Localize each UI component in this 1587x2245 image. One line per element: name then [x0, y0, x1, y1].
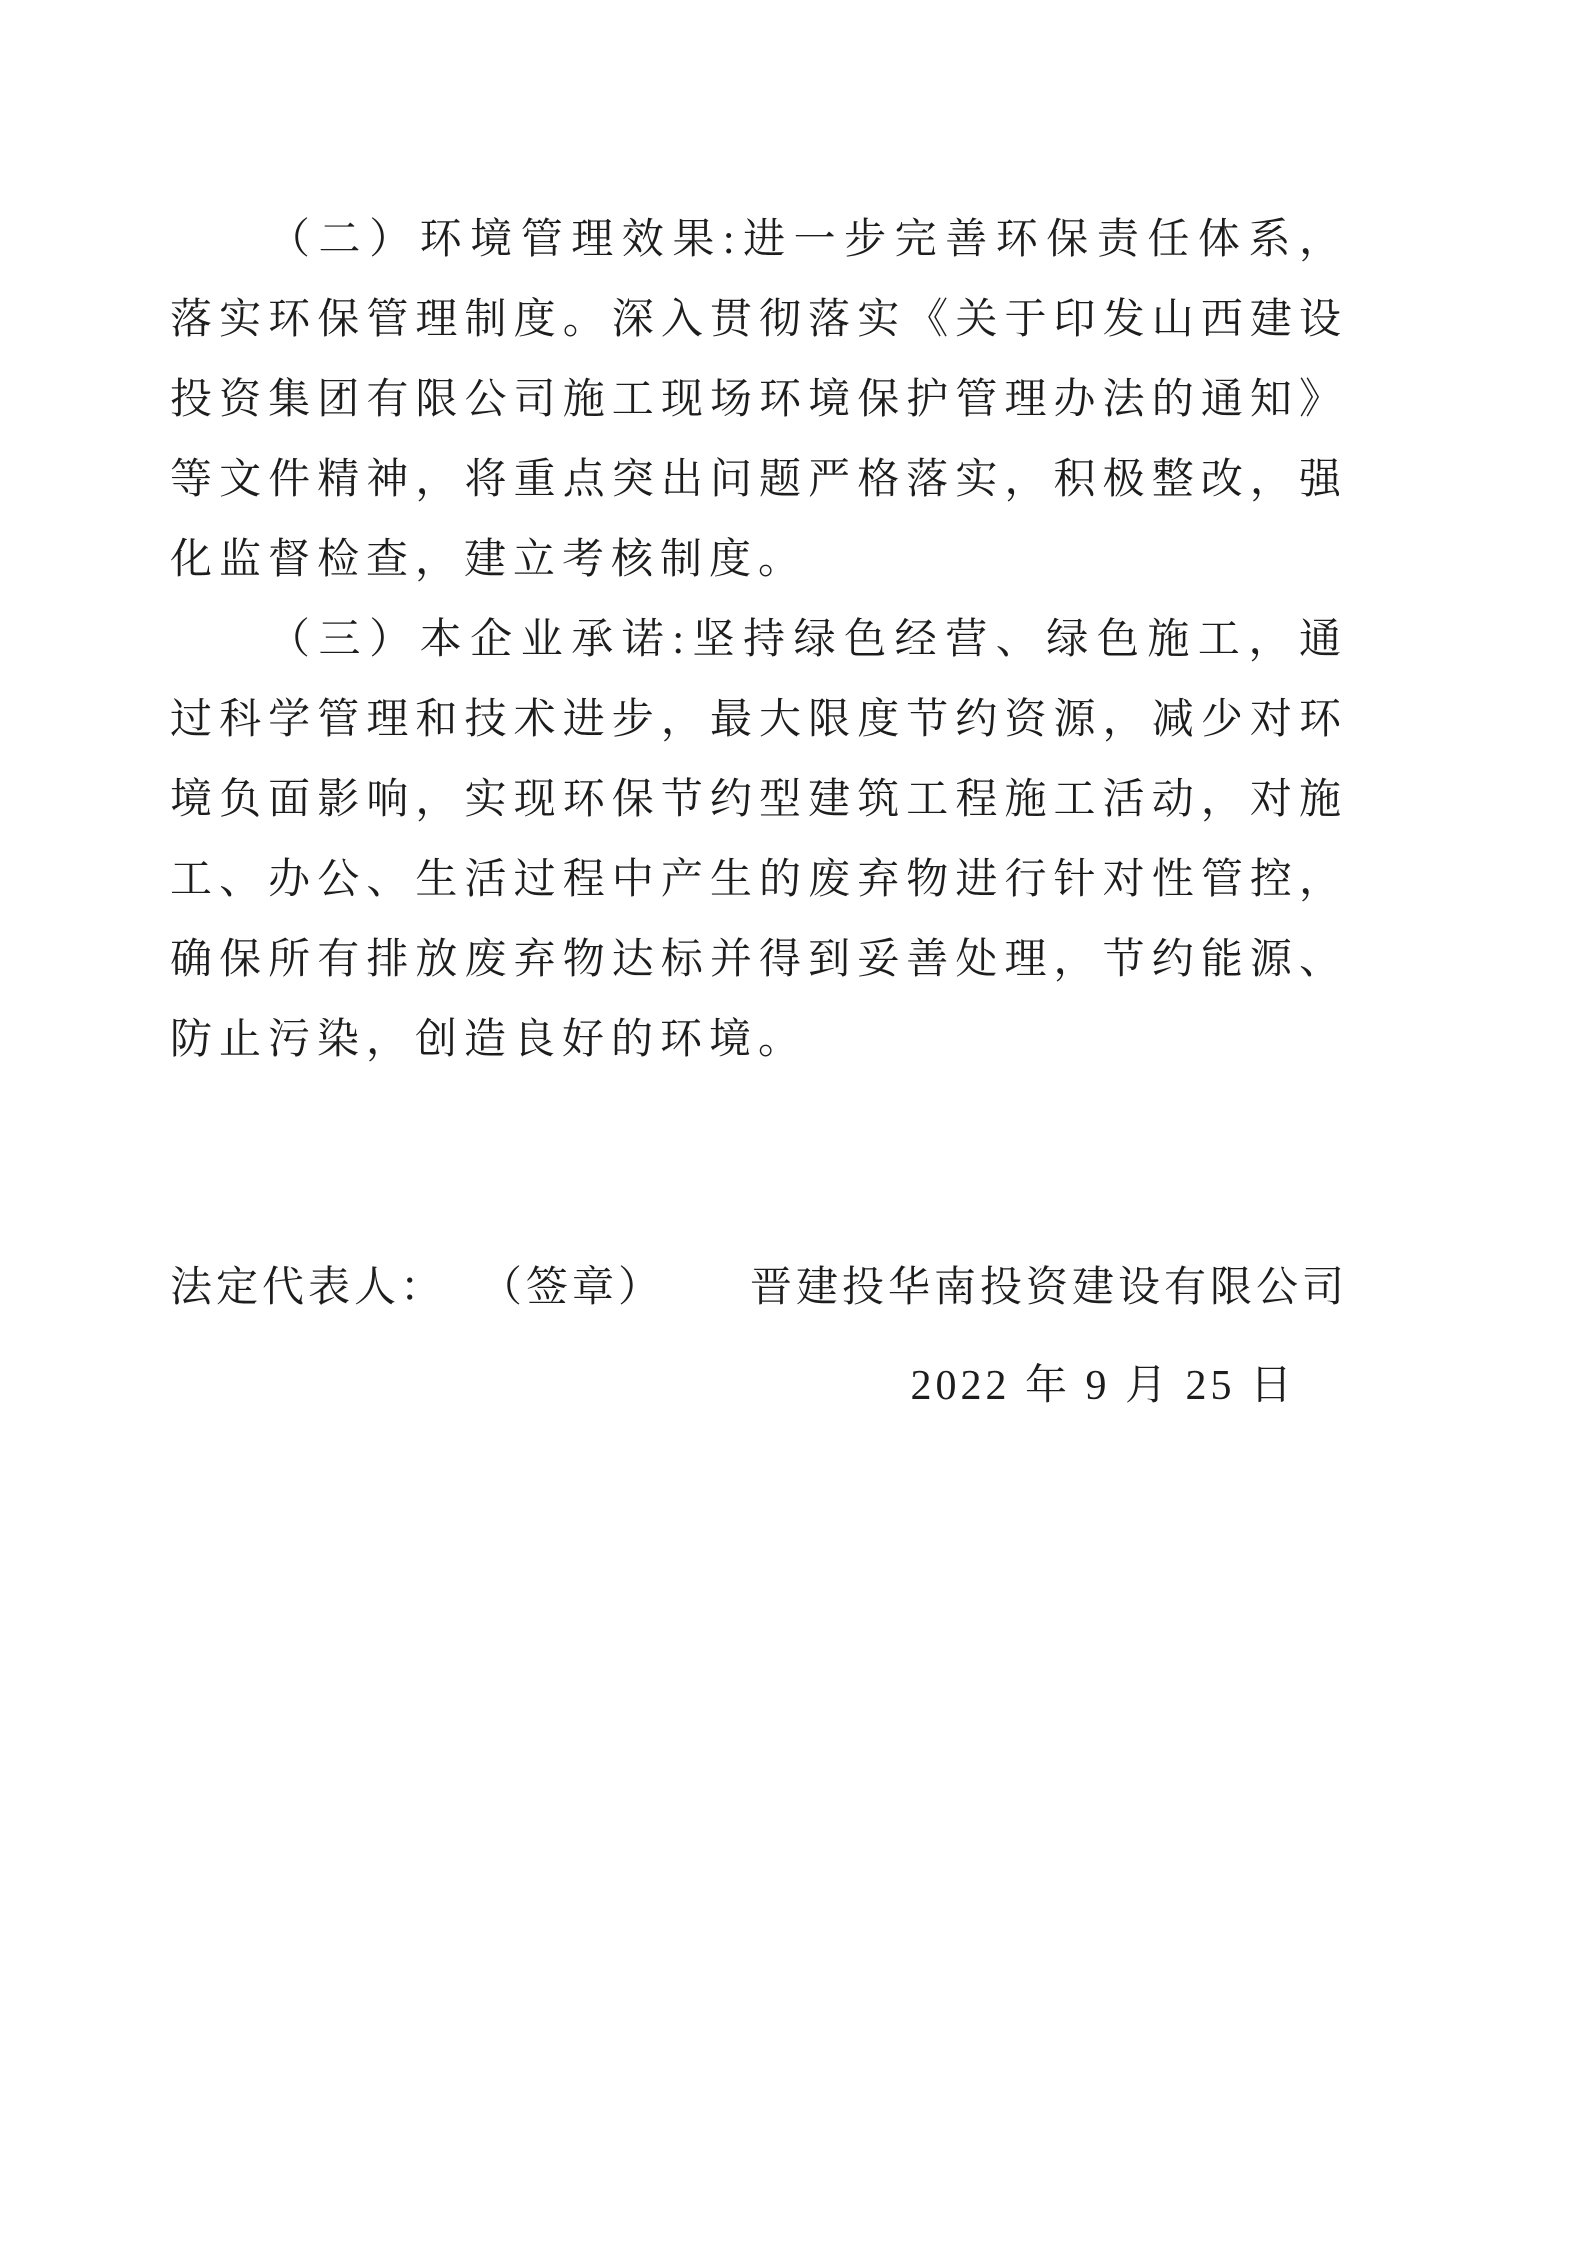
company-name: 晋建投华南投资建设有限公司	[749, 1265, 1348, 1311]
signature-block	[170, 1248, 1348, 1426]
signature-date: 2022 年 9 月 25 日	[910, 1363, 1296, 1409]
document-body	[170, 200, 1348, 1426]
signature-row	[170, 1248, 1348, 1328]
paragraph-enterprise-commitment: （三）本企业承诺:坚持绿色经营、绿色施工，通过科学管理和技术进步，最大限度节约资源，减少对环境负面影响，实现环保节约型建筑工程施工活动，对施工、办公、生活过程中产生的废弃物进行针对性管控，确保所有排放废弃物达标并得到妥善处理，节约能源、防止污染，创造良好的环境。	[170, 617, 1348, 1063]
legal-representative-group	[170, 1248, 664, 1328]
paragraph-environment-management-effect: （二）环境管理效果:进一步完善环保责任体系，落实环保管理制度。深入贯彻落实《关于印发山西建设投资集团有限公司施工现场环境保护管理办法的通知》等文件精神，将重点突出问题严格落实，积极整改，强化监督检查，建立考核制度。	[170, 217, 1348, 583]
legal-representative-label: 法定代表人：	[170, 1265, 447, 1311]
seal-placeholder-label: （签章）	[480, 1265, 665, 1311]
